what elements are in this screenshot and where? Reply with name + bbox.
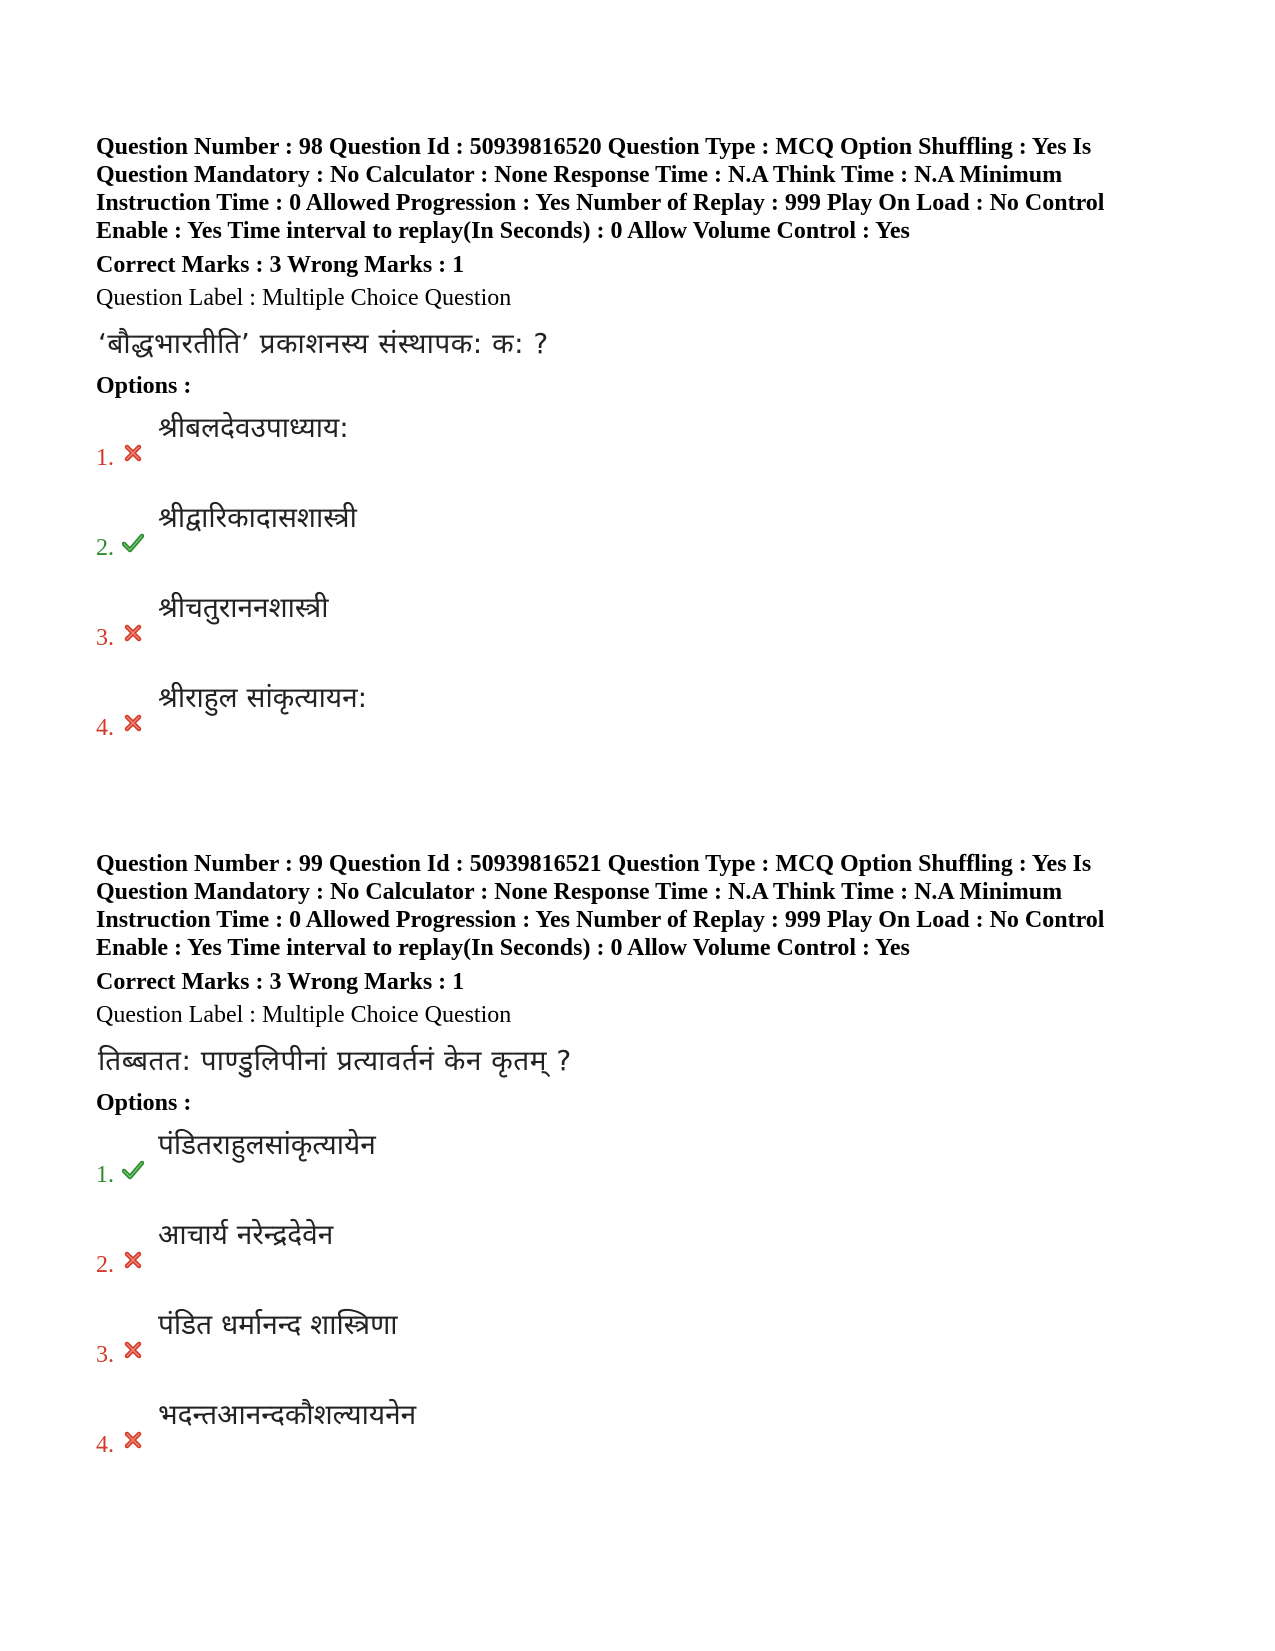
option-text: श्रीद्वारिकादासशास्त्री	[158, 501, 357, 534]
option-number: 2.	[96, 1252, 114, 1278]
options-list	[96, 404, 1186, 764]
option-text: भदन्तआनन्दकौशल्यायनेन	[158, 1398, 417, 1431]
metadata-line: Instruction Time : 0 Allowed Progression : Yes Number of Replay : 999 Play On Load : No Control	[96, 907, 1105, 933]
option-number: 4.	[96, 715, 114, 741]
question-label: Question Label : Multiple Choice Question	[96, 1002, 512, 1028]
option-text: श्रीबलदेवउपाध्याय:	[158, 411, 349, 444]
option-number: 1.	[96, 445, 114, 471]
metadata-line: Enable : Yes Time interval to replay(In Seconds) : 0 Allow Volume Control : Yes	[96, 935, 910, 961]
option-item	[96, 1211, 1186, 1301]
question-metadata	[96, 133, 1186, 245]
option-number: 1.	[96, 1162, 114, 1188]
option-text: श्रीराहुल सांकृत्यायन:	[158, 681, 368, 714]
metadata-line: Question Mandatory : No Calculator : None Response Time : N.A Think Time : N.A Minimum	[96, 162, 1063, 188]
option-number: 2.	[96, 535, 114, 561]
metadata-line: Question Number : 99 Question Id : 50939816521 Question Type : MCQ Option Shuffling : Yes Is	[96, 851, 1092, 877]
option-number: 4.	[96, 1432, 114, 1458]
question-text: तिब्बतत: पाण्डुलिपीनां प्रत्यावर्तनं केन कृतम् ?	[98, 1044, 572, 1077]
cross-icon	[122, 712, 144, 734]
metadata-line: Question Number : 98 Question Id : 50939816520 Question Type : MCQ Option Shuffling : Yes Is	[96, 134, 1092, 160]
question-block	[96, 850, 1186, 1481]
question-label: Question Label : Multiple Choice Question	[96, 285, 512, 311]
option-text: श्रीचतुराननशास्त्री	[158, 591, 329, 624]
option-text: आचार्य नरेन्द्रदेवेन	[158, 1218, 334, 1251]
metadata-line: Enable : Yes Time interval to replay(In Seconds) : 0 Allow Volume Control : Yes	[96, 218, 910, 244]
check-icon	[122, 1159, 144, 1181]
option-text: पंडितराहुलसांकृत्यायेन	[158, 1128, 376, 1161]
option-number: 3.	[96, 1342, 114, 1368]
option-number: 3.	[96, 625, 114, 651]
option-item	[96, 674, 1186, 764]
question-metadata	[96, 850, 1186, 962]
options-list	[96, 1121, 1186, 1481]
marks-info: Correct Marks : 3 Wrong Marks : 1	[96, 252, 465, 278]
options-heading: Options :	[96, 1090, 192, 1116]
cross-icon	[122, 442, 144, 464]
option-item	[96, 494, 1186, 584]
cross-icon	[122, 1339, 144, 1361]
option-item	[96, 1121, 1186, 1211]
cross-icon	[122, 1429, 144, 1451]
cross-icon	[122, 622, 144, 644]
metadata-line: Instruction Time : 0 Allowed Progression : Yes Number of Replay : 999 Play On Load : No Control	[96, 190, 1105, 216]
marks-info: Correct Marks : 3 Wrong Marks : 1	[96, 969, 465, 995]
options-heading: Options :	[96, 373, 192, 399]
option-item	[96, 404, 1186, 494]
option-item	[96, 1301, 1186, 1391]
cross-icon	[122, 1249, 144, 1271]
metadata-line: Question Mandatory : No Calculator : None Response Time : N.A Think Time : N.A Minimum	[96, 879, 1063, 905]
option-text: पंडित धर्मानन्द शास्त्रिणा	[158, 1308, 398, 1341]
check-icon	[122, 532, 144, 554]
question-text: ‘बौद्धभारतीति’ प्रकाशनस्य संस्थापक: क: ?	[98, 327, 549, 360]
question-block	[96, 133, 1186, 764]
option-item	[96, 1391, 1186, 1481]
option-item	[96, 584, 1186, 674]
